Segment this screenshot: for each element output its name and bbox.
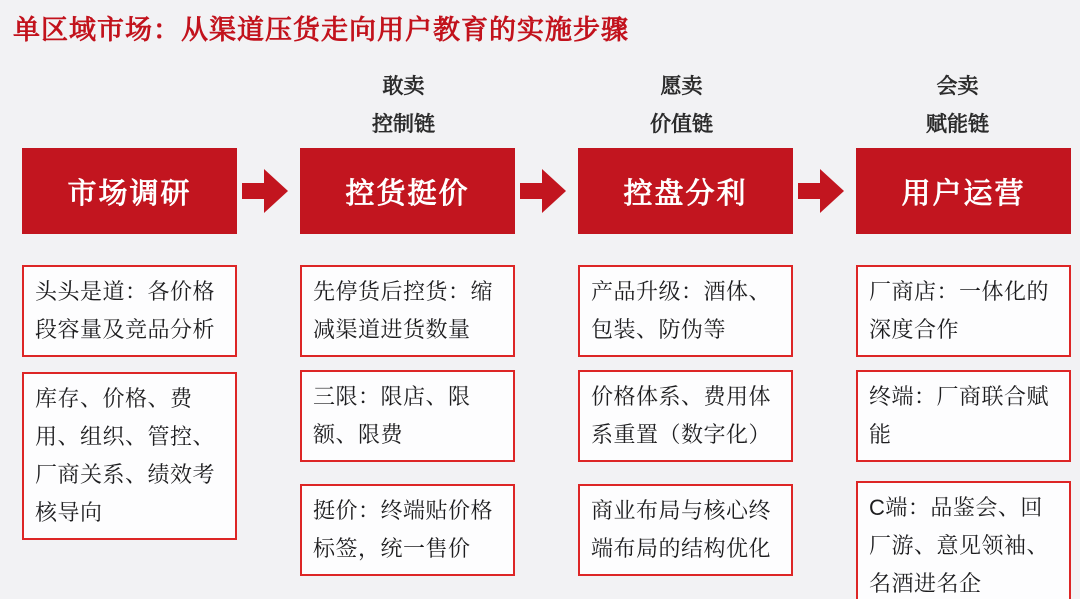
info-card: [856, 370, 1071, 462]
column-header-4: [850, 68, 1065, 144]
info-card: [578, 370, 793, 462]
column-header-2: [296, 68, 511, 144]
arrow-head: [820, 169, 844, 213]
arrow-right-icon: [798, 169, 844, 213]
info-card: [22, 265, 237, 357]
info-card: [856, 481, 1071, 599]
card-text: 价格体系、费用体系重置（数字化）: [591, 384, 772, 447]
arrow-stem: [520, 183, 542, 199]
arrow-head: [542, 169, 566, 213]
info-card: [300, 265, 515, 357]
arrow-right-icon: [520, 169, 566, 213]
info-card: [300, 484, 515, 576]
step-box-control-profit: 控盘分利: [578, 148, 793, 234]
info-card: [300, 370, 515, 462]
page-title: 单区域市场：从渠道压货走向用户教育的实施步骤: [13, 15, 629, 45]
card-text: 厂商店：一体化的深度合作: [869, 279, 1050, 342]
step-box-market-research: 市场调研: [22, 148, 237, 234]
info-card: [578, 484, 793, 576]
card-text: C端：品鉴会、回厂游、意见领袖、名酒进名企: [869, 495, 1050, 596]
header-line-2: 价值链: [650, 113, 713, 136]
card-text: 库存、价格、费用、组织、管控、厂商关系、绩效考核导向: [35, 386, 216, 525]
header-line-2: 控制链: [372, 113, 435, 136]
info-card: [578, 265, 793, 357]
arrow-stem: [798, 183, 820, 199]
header-line-2: 赋能链: [926, 113, 989, 136]
card-text: 挺价：终端贴价格标签，统一售价: [313, 498, 494, 561]
header-line-1: 愿卖: [660, 75, 703, 98]
info-card: [22, 372, 237, 540]
arrow-right-icon: [242, 169, 288, 213]
arrow-head: [264, 169, 288, 213]
card-text: 三限：限店、限额、限费: [313, 384, 471, 447]
header-line-1: 会卖: [936, 75, 979, 98]
card-text: 商业布局与核心终端布局的结构优化: [591, 498, 772, 561]
arrow-stem: [242, 183, 264, 199]
card-text: 终端：厂商联合赋能: [869, 384, 1050, 447]
step-box-user-operation: 用户运营: [856, 148, 1071, 234]
step-box-control-goods: 控货挺价: [300, 148, 515, 234]
column-header-3: [574, 68, 789, 144]
header-line-1: 敢卖: [382, 75, 425, 98]
card-text: 产品升级：酒体、包装、防伪等: [591, 279, 772, 342]
info-card: [856, 265, 1071, 357]
card-text: 头头是道：各价格段容量及竞品分析: [35, 279, 216, 342]
card-text: 先停货后控货：缩减渠道进货数量: [313, 279, 494, 342]
